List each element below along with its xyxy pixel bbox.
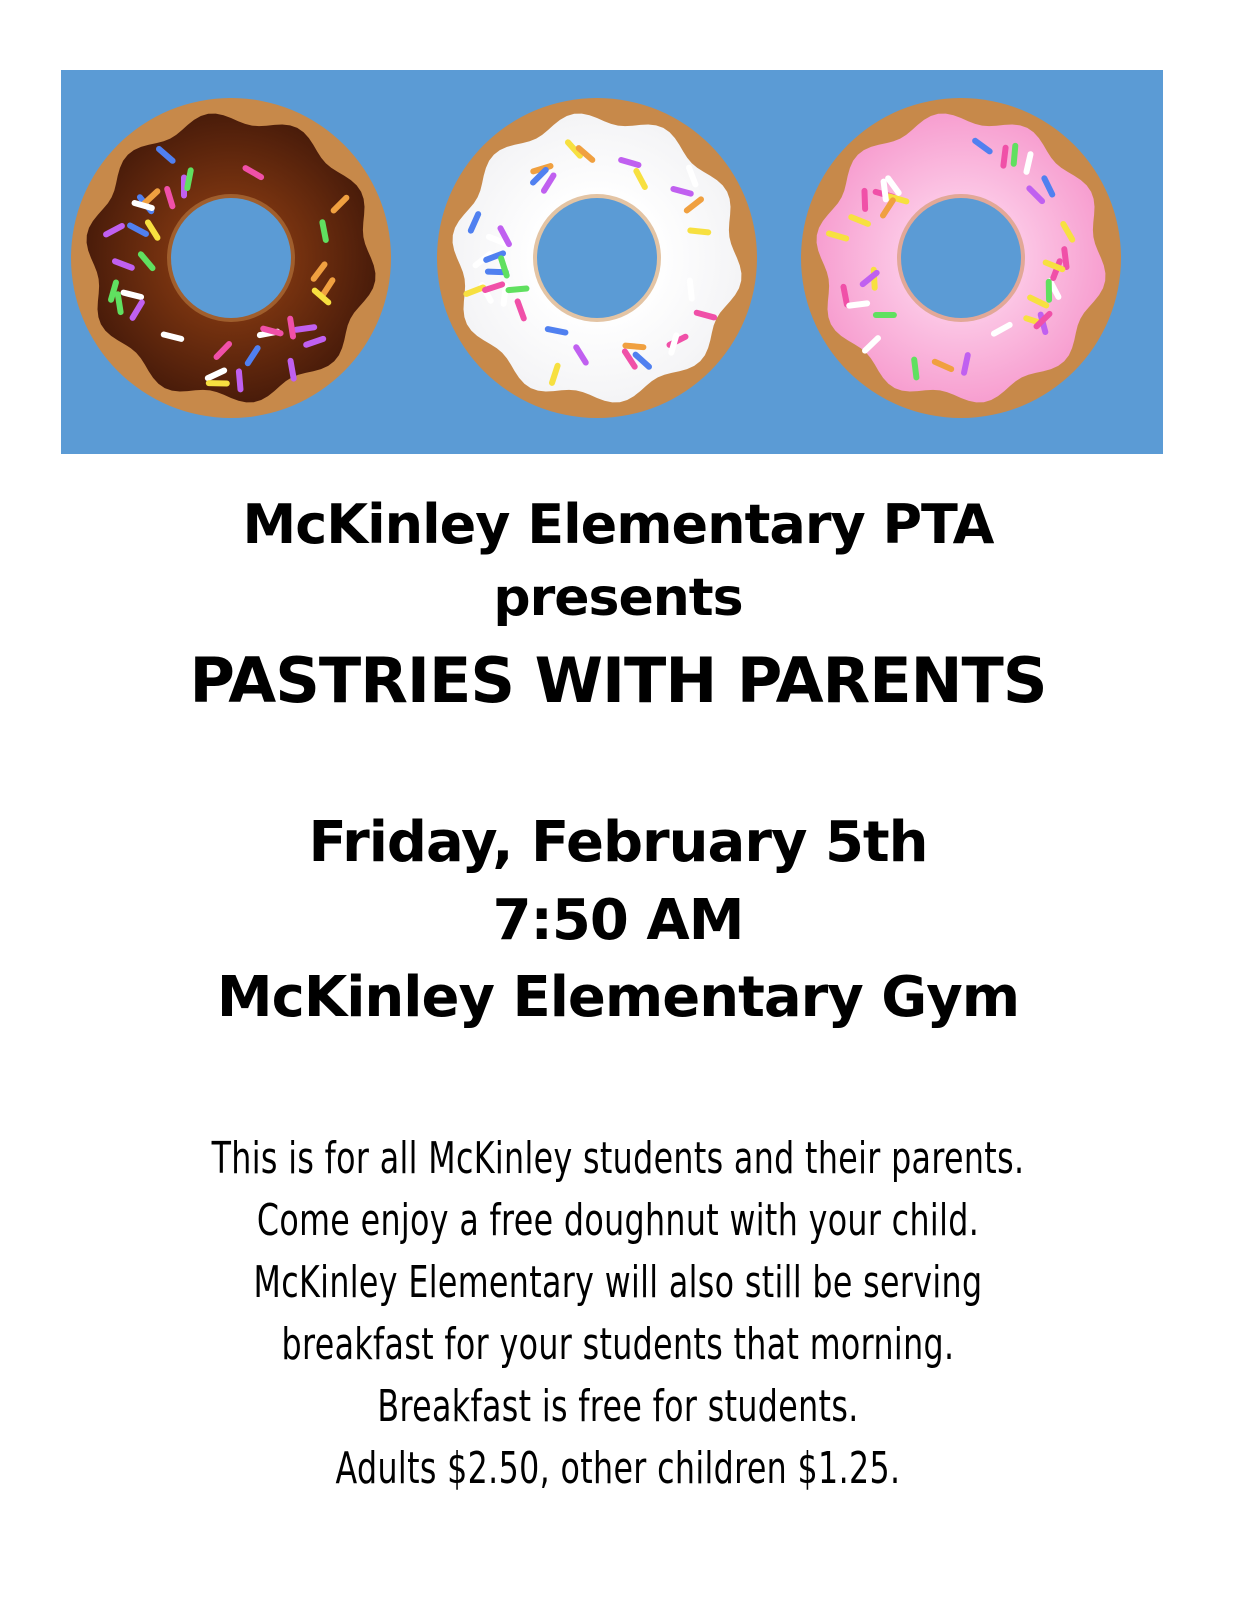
description-line: breakfast for your students that morning. xyxy=(281,1319,955,1370)
donut-hole xyxy=(537,198,657,318)
description-line: Adults $2.50, other children $1.25. xyxy=(335,1443,901,1494)
description-line: This is for all McKinley students and their parents. xyxy=(211,1133,1025,1184)
donut-hole xyxy=(901,198,1021,318)
event-date: Friday, February 5th xyxy=(308,810,928,875)
donut-banner xyxy=(61,70,1163,454)
event-location: McKinley Elementary Gym xyxy=(216,965,1020,1030)
chocolate-donut xyxy=(71,98,391,418)
presents-text: presents xyxy=(493,568,743,628)
event-description xyxy=(0,1128,1236,1500)
sprinkle xyxy=(206,380,230,386)
organization-name: McKinley Elementary PTA xyxy=(242,493,994,556)
donut-hole xyxy=(171,198,291,318)
sprinkle xyxy=(861,188,868,212)
strawberry-donut xyxy=(801,98,1121,418)
sprinkle xyxy=(1046,279,1052,303)
description-line: Come enjoy a free doughnut with your child. xyxy=(256,1195,980,1246)
vanilla-donut xyxy=(437,98,757,418)
description-line: Breakfast is free for students. xyxy=(377,1381,859,1432)
event-time: 7:50 AM xyxy=(492,888,744,953)
event-title: PASTRIES WITH PARENTS xyxy=(189,644,1047,717)
sprinkle xyxy=(873,312,897,318)
donut-banner-illustration xyxy=(61,70,1163,454)
description-line: McKinley Elementary will also still be serving xyxy=(253,1257,983,1308)
